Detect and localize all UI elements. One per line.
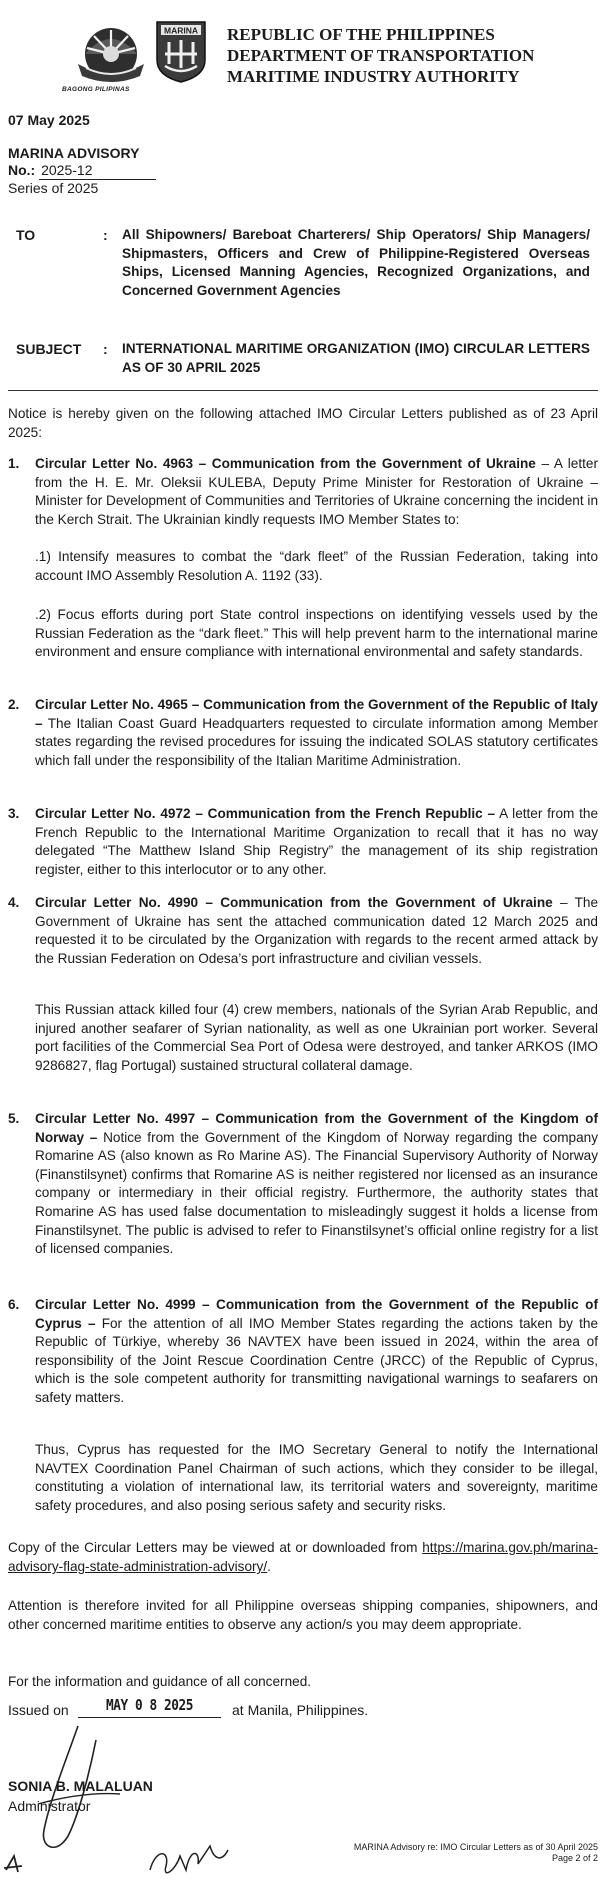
item-6-detail: Thus, Cyprus has requested for the IMO Secretary General to notify the International NAVTEX Coordination Panel Chairman of such actions, which they consider to be illegal, constituting a violation of international law, its territorial waters and sovereignty, maritime safety procedures, and also posing serious safety and security risks. [35, 1442, 598, 1513]
page-footer [354, 1842, 598, 1864]
item-4-detail: This Russian attack killed four (4) crew members, nationals of the Syrian Arab Republic, and injured another seafarer of Syrian nationality, as well as one Ukrainian port worker. Several port facilities of the Commercial Sea Port of Odesa were destroyed, and tanker ARKOS (IMO 9286827, flag Portugal) sustained structural collateral damage. [35, 1002, 598, 1073]
item-number: 3. [8, 806, 20, 821]
signer-title: Administrator [8, 1798, 91, 1814]
agency-line-3: MARITIME INDUSTRY AUTHORITY [227, 67, 520, 86]
to-label: TO [16, 227, 36, 243]
intro-paragraph: Notice is hereby given on the following attached IMO Circular Letters published as of 23 April 2025: [8, 406, 598, 440]
agency-line-1: REPUBLIC OF THE PHILIPPINES [227, 25, 495, 44]
item-heading: Circular Letter No. 4999 – Communication from the Government of the Republic of Cyprus – [35, 1297, 598, 1331]
item-heading: Circular Letter No. 4965 – Communication from the Government of the Republic of Italy – [35, 697, 598, 731]
item-text: The Italian Coast Guard Headquarters requested to circulate information among Member states regarding the revised procedures for issuing the indicated SOLAS statutory certificates which fall under the responsibility of the Italian Maritime Administration. [35, 715, 598, 768]
advisory-title: MARINA ADVISORY [8, 145, 140, 161]
item-text: For the attention of all IMO Member States regarding the actions taken by the Republic of Türkiye, whereby 36 NAVTEX have been issued in 2024, within the area of responsibility of the Joint Rescue Coordination Centre (JRCC) of the Republic of Cyprus, which is the sole competent authority for transmitting navigational warnings to seafarers on safety matters. [35, 1315, 598, 1405]
issued-date-line [78, 1695, 221, 1718]
item-number: 1. [8, 456, 20, 471]
circular-item-4 [8, 894, 598, 968]
document-date: 07 May 2025 [8, 112, 90, 128]
item-text: Notice from the Government of the Kingdom of Norway regarding the company Romarine AS (also known as Ro Marine AS). The Financial Supervisory Authority of Norway (Finanstilsynet) confirms that Romarine AS is neither registered nor licensed as an insurance company or intermediary in their official registry. Furthermore, the authority states that Romarine AS has used false documentation to misleadingly suggest it holds a license from Finanstilsynet. The public is advised to refer to Finanstilsynet’s official online registry for a list of licensed companies. [35, 1129, 598, 1257]
footer-page-number: Page 2 of 2 [551, 1853, 598, 1863]
advisory-link[interactable]: https://marina.gov.ph/marina-advisory-flag-state-administration-advisory/ [8, 1540, 598, 1574]
item-heading: Circular Letter No. 4972 – Communication from the French Republic – [35, 806, 496, 821]
subject-label: SUBJECT [16, 341, 82, 357]
footer-reference: MARINA Advisory re: IMO Circular Letters as of 30 April 2025 [353, 1842, 598, 1852]
agency-line-2: DEPARTMENT OF TRANSPORTATION [227, 46, 535, 65]
item-1-sub-2: .2) Focus efforts during port State control inspections on identifying vessels used by the Russian Federation as the “dark fleet.” This will help prevent harm to the international marine environment and ensure compliance with international environmental and safety standards. [35, 607, 598, 660]
circular-item-1 [8, 455, 598, 529]
item-1-sub-1: .1) Intensify measures to combat the “dark fleet” of the Russian Federation, taking into account IMO Assembly Resolution A. 1192 (33). [35, 549, 598, 583]
agency-name [227, 24, 534, 87]
item-heading: Circular Letter No. 4990 – Communication from the Government of Ukraine [35, 895, 553, 910]
item-number: 5. [8, 1111, 20, 1126]
circular-item-5 [8, 1110, 598, 1259]
bagong-pilipinas-logo [70, 24, 152, 90]
handwritten-signature [0, 1720, 609, 1890]
attention-paragraph: Attention is therefore invited for all Philippine overseas shipping companies, shipowners, and other concerned maritime entities to observe any action/s you may deem appropriate. [8, 1598, 598, 1632]
item-number: 2. [8, 697, 20, 712]
item-text: A letter from the French Republic to the International Maritime Organization to recall that it has no way delegated “The Matthew Island Ship Registry” the management of its ship registration register, either to this interlocutor or to any other. [35, 806, 599, 877]
item-number: 4. [8, 895, 20, 910]
copy-paragraph [8, 1538, 598, 1576]
item-heading: Circular Letter No. 4963 – Communication from the Government of Ukraine [35, 456, 536, 471]
header-divider [8, 390, 598, 391]
to-colon: : [103, 227, 108, 243]
logo-caption: BAGONG PILIPINAS [62, 86, 130, 93]
circular-item-2 [8, 696, 598, 770]
item-heading: Circular Letter No. 4997 – Communication from the Government of the Kingdom of Norway – [35, 1111, 598, 1145]
guidance-paragraph: For the information and guidance of all concerned. [8, 1674, 312, 1689]
item-text: – A letter from the H. E. Mr. Oleksii KULEBA, Deputy Prime Minister for Restoration of Ukraine – Minister for Development of Communities and Territories of Ukraine concerning the incident in the Kerch Strait. The Ukrainian kindly requests IMO Member States to: [35, 456, 598, 527]
subject-colon: : [103, 341, 108, 357]
issued-label: Issued on [8, 1702, 69, 1718]
copy-end: . [267, 1559, 271, 1574]
seal-text: MARINA [164, 25, 198, 36]
item-number: 6. [8, 1297, 20, 1312]
signer-name: SONIA B. MALALUAN [8, 1778, 153, 1794]
advisory-id-block [8, 145, 156, 197]
circular-item-6 [8, 1296, 598, 1408]
issued-date-stamp: MAY 0 8 2025 [106, 1696, 194, 1714]
issued-place: at Manila, Philippines. [232, 1702, 369, 1718]
circular-item-3 [8, 805, 598, 879]
to-recipients: All Shipowners/ Bareboat Charterers/ Ship Operators/ Ship Managers/ Shipmasters, Officers and Crew of Philippine-Registered Overseas Ships, Licensed Manning Agencies, Recognized Organizations, and Concerned Government Agencies [122, 227, 590, 299]
copy-text: Copy of the Circular Letters may be viewed at or downloaded from [8, 1540, 423, 1555]
advisory-no-label: No.: [8, 162, 36, 178]
item-text: – The Government of Ukraine has sent the attached communication dated 12 March 2025 and requested it to be circulated by the Organization with regards to the recent armed attack by the Russian Federation on Odesa’s port infrastructure and civilian vessels. [35, 895, 598, 966]
marina-seal-logo [155, 20, 207, 84]
subject-text: INTERNATIONAL MARITIME ORGANIZATION (IMO) CIRCULAR LETTERS AS OF 30 APRIL 2025 [122, 341, 590, 375]
advisory-series: Series of 2025 [8, 180, 99, 196]
advisory-number: 2025-12 [39, 162, 156, 180]
